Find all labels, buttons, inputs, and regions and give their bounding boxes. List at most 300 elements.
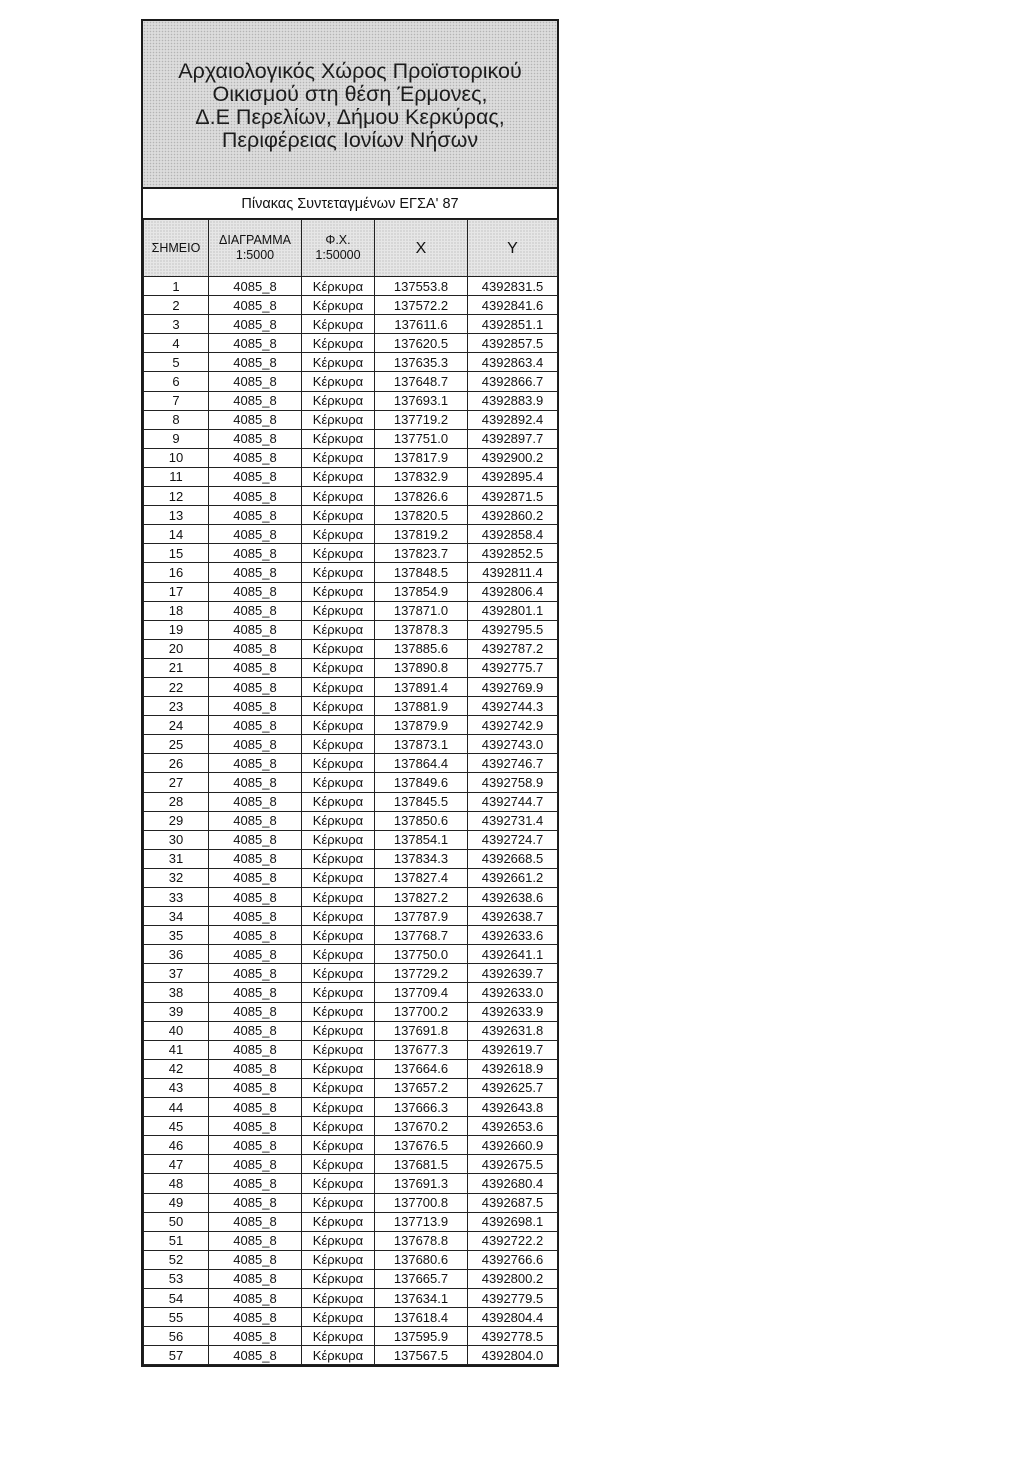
cell-x: 137834.3 [375, 849, 468, 868]
cell-diagram: 4085_8 [209, 1212, 302, 1231]
cell-diagram: 4085_8 [209, 467, 302, 486]
cell-y: 4392769.9 [468, 677, 558, 696]
cell-point: 39 [144, 1002, 209, 1021]
cell-point: 33 [144, 888, 209, 907]
cell-point: 22 [144, 677, 209, 696]
cell-y: 4392866.7 [468, 372, 558, 391]
table-row [144, 868, 558, 887]
cell-y: 4392633.0 [468, 983, 558, 1002]
cell-point: 36 [144, 945, 209, 964]
cell-x: 137820.5 [375, 506, 468, 525]
cell-point: 42 [144, 1059, 209, 1078]
cell-sheet: Κέρκυρα [302, 391, 375, 410]
cell-x: 137885.6 [375, 639, 468, 658]
cell-point: 21 [144, 658, 209, 677]
cell-x: 137681.5 [375, 1155, 468, 1174]
cell-point: 12 [144, 487, 209, 506]
cell-point: 35 [144, 926, 209, 945]
table-row [144, 1155, 558, 1174]
cell-sheet: Κέρκυρα [302, 754, 375, 773]
table-row [144, 620, 558, 639]
cell-point: 56 [144, 1327, 209, 1346]
cell-diagram: 4085_8 [209, 277, 302, 296]
table-row [144, 1308, 558, 1327]
table-row [144, 964, 558, 983]
cell-diagram: 4085_8 [209, 830, 302, 849]
cell-y: 4392766.6 [468, 1250, 558, 1269]
cell-point: 18 [144, 601, 209, 620]
cell-sheet: Κέρκυρα [302, 487, 375, 506]
cell-diagram: 4085_8 [209, 811, 302, 830]
cell-x: 137729.2 [375, 964, 468, 983]
cell-point: 37 [144, 964, 209, 983]
cell-diagram: 4085_8 [209, 1098, 302, 1117]
cell-diagram: 4085_8 [209, 1193, 302, 1212]
title-line: Περιφέρειας Ιονίων Νήσων [221, 128, 479, 152]
table-body [144, 277, 558, 1365]
cell-sheet: Κέρκυρα [302, 888, 375, 907]
cell-point: 49 [144, 1193, 209, 1212]
cell-x: 137864.4 [375, 754, 468, 773]
cell-point: 28 [144, 792, 209, 811]
cell-diagram: 4085_8 [209, 1327, 302, 1346]
cell-diagram: 4085_8 [209, 372, 302, 391]
cell-x: 137823.7 [375, 544, 468, 563]
cell-diagram: 4085_8 [209, 926, 302, 945]
cell-sheet: Κέρκυρα [302, 945, 375, 964]
cell-point: 38 [144, 983, 209, 1002]
cell-y: 4392638.6 [468, 888, 558, 907]
table-row [144, 926, 558, 945]
table-row [144, 353, 558, 372]
cell-x: 137691.8 [375, 1021, 468, 1040]
cell-x: 137873.1 [375, 735, 468, 754]
table-row [144, 639, 558, 658]
table-row [144, 1269, 558, 1288]
cell-point: 27 [144, 773, 209, 792]
cell-point: 55 [144, 1308, 209, 1327]
cell-diagram: 4085_8 [209, 983, 302, 1002]
cell-point: 24 [144, 716, 209, 735]
cell-sheet: Κέρκυρα [302, 677, 375, 696]
cell-diagram: 4085_8 [209, 849, 302, 868]
cell-diagram: 4085_8 [209, 1346, 302, 1365]
cell-x: 137854.1 [375, 830, 468, 849]
cell-diagram: 4085_8 [209, 1078, 302, 1097]
cell-sheet: Κέρκυρα [302, 1136, 375, 1155]
table-row [144, 1117, 558, 1136]
cell-x: 137878.3 [375, 620, 468, 639]
cell-x: 137620.5 [375, 334, 468, 353]
table-row [144, 1021, 558, 1040]
title-line: Οικισμού στη θέση Έρμονες, [212, 82, 488, 106]
cell-y: 4392778.5 [468, 1327, 558, 1346]
cell-diagram: 4085_8 [209, 487, 302, 506]
cell-diagram: 4085_8 [209, 1002, 302, 1021]
header-row [144, 220, 558, 277]
table-row [144, 735, 558, 754]
cell-point: 52 [144, 1250, 209, 1269]
cell-y: 4392639.7 [468, 964, 558, 983]
table-row [144, 658, 558, 677]
cell-point: 26 [144, 754, 209, 773]
cell-sheet: Κέρκυρα [302, 1288, 375, 1307]
cell-x: 137666.3 [375, 1098, 468, 1117]
cell-sheet: Κέρκυρα [302, 1193, 375, 1212]
table-row [144, 277, 558, 296]
cell-x: 137890.8 [375, 658, 468, 677]
cell-sheet: Κέρκυρα [302, 620, 375, 639]
cell-y: 4392795.5 [468, 620, 558, 639]
table-row [144, 1059, 558, 1078]
cell-point: 57 [144, 1346, 209, 1365]
cell-sheet: Κέρκυρα [302, 1078, 375, 1097]
table-row [144, 448, 558, 467]
cell-point: 3 [144, 315, 209, 334]
table-row [144, 888, 558, 907]
cell-x: 137871.0 [375, 601, 468, 620]
cell-x: 137826.6 [375, 487, 468, 506]
cell-point: 11 [144, 467, 209, 486]
cell-y: 4392883.9 [468, 391, 558, 410]
cell-x: 137819.2 [375, 525, 468, 544]
cell-sheet: Κέρκυρα [302, 1346, 375, 1365]
cell-x: 137817.9 [375, 448, 468, 467]
table-row [144, 811, 558, 830]
cell-point: 30 [144, 830, 209, 849]
cell-sheet: Κέρκυρα [302, 868, 375, 887]
table-row [144, 1212, 558, 1231]
cell-point: 7 [144, 391, 209, 410]
cell-diagram: 4085_8 [209, 391, 302, 410]
cell-diagram: 4085_8 [209, 735, 302, 754]
table-row [144, 601, 558, 620]
cell-y: 4392742.9 [468, 716, 558, 735]
cell-diagram: 4085_8 [209, 658, 302, 677]
table-row [144, 334, 558, 353]
cell-diagram: 4085_8 [209, 1021, 302, 1040]
cell-point: 23 [144, 697, 209, 716]
cell-y: 4392743.0 [468, 735, 558, 754]
table-row [144, 429, 558, 448]
table-row [144, 391, 558, 410]
cell-diagram: 4085_8 [209, 315, 302, 334]
cell-sheet: Κέρκυρα [302, 1002, 375, 1021]
cell-point: 8 [144, 410, 209, 429]
cell-y: 4392731.4 [468, 811, 558, 830]
cell-x: 137676.5 [375, 1136, 468, 1155]
cell-diagram: 4085_8 [209, 582, 302, 601]
cell-y: 4392633.6 [468, 926, 558, 945]
cell-x: 137854.9 [375, 582, 468, 601]
table-row [144, 467, 558, 486]
cell-y: 4392758.9 [468, 773, 558, 792]
table-subtitle: Πίνακας Συντεταγμένων ΕΓΣΑ' 87 [143, 189, 557, 219]
table-row [144, 983, 558, 1002]
cell-y: 4392900.2 [468, 448, 558, 467]
table-row [144, 544, 558, 563]
cell-x: 137677.3 [375, 1040, 468, 1059]
cell-point: 19 [144, 620, 209, 639]
cell-point: 32 [144, 868, 209, 887]
cell-y: 4392775.7 [468, 658, 558, 677]
header-diagram: ΔΙΑΓΡΑΜΜΑ 1:5000 [209, 220, 302, 277]
cell-x: 137618.4 [375, 1308, 468, 1327]
cell-point: 44 [144, 1098, 209, 1117]
cell-point: 15 [144, 544, 209, 563]
cell-point: 54 [144, 1288, 209, 1307]
cell-diagram: 4085_8 [209, 907, 302, 926]
table-row [144, 830, 558, 849]
cell-point: 5 [144, 353, 209, 372]
cell-y: 4392860.2 [468, 506, 558, 525]
cell-diagram: 4085_8 [209, 353, 302, 372]
table-row [144, 1040, 558, 1059]
table-row [144, 1174, 558, 1193]
cell-diagram: 4085_8 [209, 525, 302, 544]
cell-y: 4392675.5 [468, 1155, 558, 1174]
cell-diagram: 4085_8 [209, 677, 302, 696]
table-row [144, 372, 558, 391]
cell-sheet: Κέρκυρα [302, 1250, 375, 1269]
title-line: Αρχαιολογικός Χώρος Προϊστορικού [178, 59, 522, 83]
cell-sheet: Κέρκυρα [302, 1155, 375, 1174]
cell-point: 53 [144, 1269, 209, 1288]
cell-sheet: Κέρκυρα [302, 1021, 375, 1040]
cell-x: 137691.3 [375, 1174, 468, 1193]
cell-diagram: 4085_8 [209, 945, 302, 964]
cell-diagram: 4085_8 [209, 1117, 302, 1136]
cell-x: 137849.6 [375, 773, 468, 792]
cell-point: 43 [144, 1078, 209, 1097]
cell-y: 4392698.1 [468, 1212, 558, 1231]
cell-point: 40 [144, 1021, 209, 1040]
cell-sheet: Κέρκυρα [302, 1308, 375, 1327]
cell-y: 4392746.7 [468, 754, 558, 773]
header-y: Y [468, 220, 558, 277]
cell-x: 137881.9 [375, 697, 468, 716]
cell-x: 137648.7 [375, 372, 468, 391]
cell-y: 4392804.4 [468, 1308, 558, 1327]
cell-sheet: Κέρκυρα [302, 735, 375, 754]
cell-sheet: Κέρκυρα [302, 544, 375, 563]
cell-y: 4392625.7 [468, 1078, 558, 1097]
cell-point: 48 [144, 1174, 209, 1193]
cell-sheet: Κέρκυρα [302, 1098, 375, 1117]
cell-point: 29 [144, 811, 209, 830]
cell-point: 6 [144, 372, 209, 391]
table-row [144, 315, 558, 334]
cell-x: 137750.0 [375, 945, 468, 964]
cell-y: 4392744.7 [468, 792, 558, 811]
cell-y: 4392724.7 [468, 830, 558, 849]
cell-y: 4392641.1 [468, 945, 558, 964]
table-row [144, 907, 558, 926]
cell-sheet: Κέρκυρα [302, 334, 375, 353]
cell-x: 137664.6 [375, 1059, 468, 1078]
cell-y: 4392619.7 [468, 1040, 558, 1059]
cell-y: 4392892.4 [468, 410, 558, 429]
table-row [144, 697, 558, 716]
cell-x: 137665.7 [375, 1269, 468, 1288]
cell-y: 4392811.4 [468, 563, 558, 582]
cell-x: 137634.1 [375, 1288, 468, 1307]
table-row [144, 1327, 558, 1346]
cell-x: 137768.7 [375, 926, 468, 945]
table-row [144, 410, 558, 429]
cell-diagram: 4085_8 [209, 1059, 302, 1078]
table-row [144, 1250, 558, 1269]
cell-diagram: 4085_8 [209, 639, 302, 658]
cell-x: 137845.5 [375, 792, 468, 811]
cell-diagram: 4085_8 [209, 544, 302, 563]
cell-y: 4392638.7 [468, 907, 558, 926]
cell-point: 46 [144, 1136, 209, 1155]
table-row [144, 792, 558, 811]
cell-sheet: Κέρκυρα [302, 926, 375, 945]
table-row [144, 525, 558, 544]
cell-y: 4392787.2 [468, 639, 558, 658]
cell-diagram: 4085_8 [209, 296, 302, 315]
cell-sheet: Κέρκυρα [302, 372, 375, 391]
table-row [144, 1136, 558, 1155]
cell-sheet: Κέρκυρα [302, 773, 375, 792]
cell-y: 4392871.5 [468, 487, 558, 506]
cell-sheet: Κέρκυρα [302, 964, 375, 983]
cell-sheet: Κέρκυρα [302, 410, 375, 429]
cell-diagram: 4085_8 [209, 1136, 302, 1155]
table-row [144, 506, 558, 525]
table-row [144, 582, 558, 601]
table-row [144, 754, 558, 773]
cell-sheet: Κέρκυρα [302, 792, 375, 811]
cell-x: 137713.9 [375, 1212, 468, 1231]
cell-diagram: 4085_8 [209, 716, 302, 735]
cell-sheet: Κέρκυρα [302, 315, 375, 334]
cell-y: 4392801.1 [468, 601, 558, 620]
cell-point: 34 [144, 907, 209, 926]
table-row [144, 716, 558, 735]
cell-sheet: Κέρκυρα [302, 429, 375, 448]
table-row [144, 1346, 558, 1365]
cell-x: 137595.9 [375, 1327, 468, 1346]
cell-diagram: 4085_8 [209, 601, 302, 620]
cell-y: 4392857.5 [468, 334, 558, 353]
cell-x: 137572.2 [375, 296, 468, 315]
cell-diagram: 4085_8 [209, 888, 302, 907]
cell-y: 4392831.5 [468, 277, 558, 296]
cell-x: 137879.9 [375, 716, 468, 735]
title-box [143, 21, 557, 189]
cell-x: 137751.0 [375, 429, 468, 448]
cell-y: 4392841.6 [468, 296, 558, 315]
table-row [144, 1078, 558, 1097]
cell-y: 4392633.9 [468, 1002, 558, 1021]
cell-y: 4392660.9 [468, 1136, 558, 1155]
header-sheet: Φ.Χ. 1:50000 [302, 220, 375, 277]
table-row [144, 296, 558, 315]
cell-x: 137787.9 [375, 907, 468, 926]
cell-point: 2 [144, 296, 209, 315]
table-row [144, 1288, 558, 1307]
cell-y: 4392858.4 [468, 525, 558, 544]
table-row [144, 677, 558, 696]
table-row [144, 1002, 558, 1021]
cell-sheet: Κέρκυρα [302, 1117, 375, 1136]
table-row [144, 1231, 558, 1250]
cell-x: 137891.4 [375, 677, 468, 696]
cell-sheet: Κέρκυρα [302, 849, 375, 868]
table-row [144, 1098, 558, 1117]
cell-y: 4392687.5 [468, 1193, 558, 1212]
cell-y: 4392643.8 [468, 1098, 558, 1117]
cell-sheet: Κέρκυρα [302, 448, 375, 467]
table-row [144, 563, 558, 582]
cell-diagram: 4085_8 [209, 1174, 302, 1193]
cell-point: 14 [144, 525, 209, 544]
cell-sheet: Κέρκυρα [302, 1174, 375, 1193]
cell-x: 137850.6 [375, 811, 468, 830]
cell-diagram: 4085_8 [209, 697, 302, 716]
cell-sheet: Κέρκυρα [302, 907, 375, 926]
cell-point: 20 [144, 639, 209, 658]
cell-y: 4392661.2 [468, 868, 558, 887]
coordinates-document [141, 19, 559, 1367]
cell-point: 4 [144, 334, 209, 353]
cell-y: 4392806.4 [468, 582, 558, 601]
cell-x: 137680.6 [375, 1250, 468, 1269]
cell-y: 4392851.1 [468, 315, 558, 334]
table-row [144, 773, 558, 792]
cell-point: 50 [144, 1212, 209, 1231]
cell-diagram: 4085_8 [209, 1288, 302, 1307]
cell-y: 4392804.0 [468, 1346, 558, 1365]
cell-sheet: Κέρκυρα [302, 716, 375, 735]
cell-sheet: Κέρκυρα [302, 658, 375, 677]
cell-x: 137832.9 [375, 467, 468, 486]
cell-diagram: 4085_8 [209, 429, 302, 448]
cell-y: 4392895.4 [468, 467, 558, 486]
cell-sheet: Κέρκυρα [302, 601, 375, 620]
title-line: Δ.Ε Περελίων, Δήμου Κερκύρας, [195, 105, 505, 129]
cell-y: 4392680.4 [468, 1174, 558, 1193]
cell-y: 4392653.6 [468, 1117, 558, 1136]
cell-x: 137567.5 [375, 1346, 468, 1365]
cell-diagram: 4085_8 [209, 964, 302, 983]
header-x: X [375, 220, 468, 277]
cell-x: 137709.4 [375, 983, 468, 1002]
cell-sheet: Κέρκυρα [302, 506, 375, 525]
cell-sheet: Κέρκυρα [302, 830, 375, 849]
cell-sheet: Κέρκυρα [302, 697, 375, 716]
cell-point: 47 [144, 1155, 209, 1174]
cell-x: 137700.2 [375, 1002, 468, 1021]
cell-diagram: 4085_8 [209, 1155, 302, 1174]
cell-sheet: Κέρκυρα [302, 467, 375, 486]
cell-diagram: 4085_8 [209, 410, 302, 429]
cell-sheet: Κέρκυρα [302, 563, 375, 582]
cell-y: 4392744.3 [468, 697, 558, 716]
cell-y: 4392722.2 [468, 1231, 558, 1250]
cell-sheet: Κέρκυρα [302, 582, 375, 601]
cell-x: 137827.2 [375, 888, 468, 907]
header-point: ΣΗΜΕΙΟ [144, 220, 209, 277]
cell-point: 13 [144, 506, 209, 525]
cell-x: 137827.4 [375, 868, 468, 887]
cell-sheet: Κέρκυρα [302, 1059, 375, 1078]
cell-point: 17 [144, 582, 209, 601]
cell-x: 137700.8 [375, 1193, 468, 1212]
